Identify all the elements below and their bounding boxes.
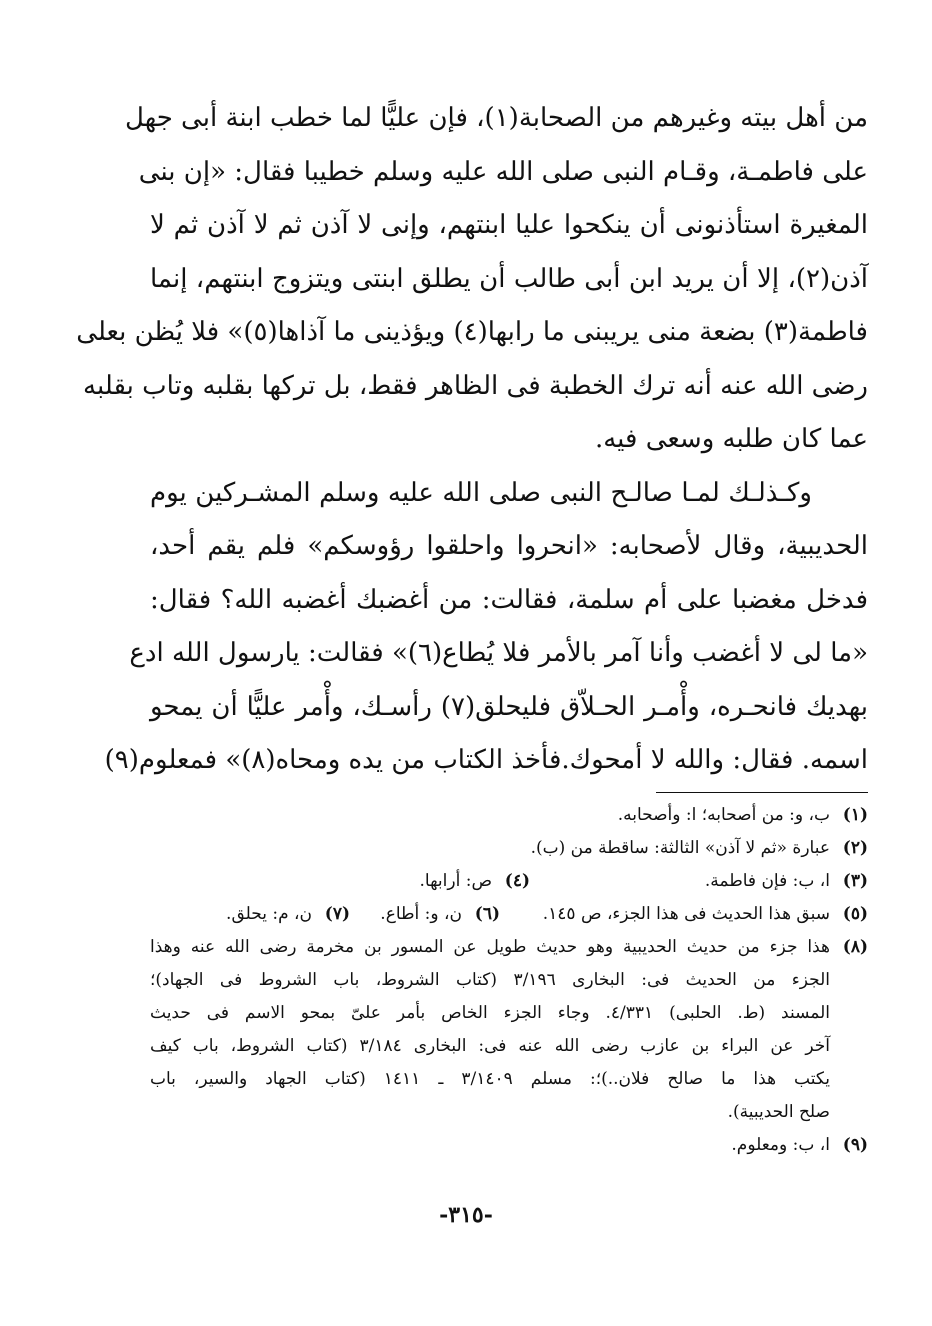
- footnote-text: ص: أرابها.: [419, 870, 492, 891]
- footnote-8-line: آخر عن البراء بن عازب رضى الله عنه فى: البخارى ٣/١٨٤ (كتاب الشروط، باب كيف: [150, 1035, 830, 1056]
- text-line: الحديبية، وقال لأصحابه: «انحروا واحلقوا رؤوسكم» فلم يقم أحد،: [150, 531, 868, 561]
- footnote-number: (١): [842, 804, 868, 825]
- footnote-text: سبق هذا الحديث فى هذا الجزء، ص ١٤٥.: [542, 903, 830, 924]
- footnote-3-4: [150, 865, 868, 898]
- text-line: آذن(٢)، إلا أن يريد ابن أبى طالب أن يطلق ابنتى ويتزوج ابنتهم، إنما: [150, 263, 868, 294]
- text-line: من أهل بيته وغيرهم من الصحابة(١)، فإن عليًّا لما خطب ابنة أبى جهل: [125, 103, 868, 133]
- footnote-text: ن، و: أطاع.: [380, 903, 462, 924]
- footnote-9: [150, 1129, 868, 1162]
- page-number: -٣١٥-: [439, 1202, 493, 1228]
- text-line: رضى الله عنه أنه ترك الخطبة فى الظاهر فقط، بل تركها بقلبه وتاب بقلبه: [83, 370, 868, 401]
- footnote-8-line: الجزء من الحديث فى: البخارى ٣/١٩٦ (كتاب الشروط، باب الشروط فى الجهاد)؛: [150, 969, 831, 990]
- footnote-number: (٨): [842, 936, 868, 957]
- text-line: المغيرة استأذنونى أن ينكحوا عليا ابنتهم، وإنى لا آذن ثم لا آذن ثم لا: [150, 210, 868, 240]
- text-line: وكـذلـك لمـا صالـح النبى صلى الله عليه وسلم المشـركين يوم: [150, 477, 812, 508]
- main-text: [76, 92, 868, 788]
- footnote-number: (٣): [842, 870, 868, 891]
- text-line: «ما لى لا أغضب وأنا آمر بالأمر فلا يُطاع(٦)» فقالت: يارسول الله ادع: [129, 638, 868, 668]
- footnote-text: هذا جزء من حديث الحديبية وهو حديث طويل عن المسور بن مخرمة رضى الله عنه وهذا: [150, 936, 830, 957]
- footnote-number: (٩): [842, 1134, 868, 1155]
- text-line: عما كان طلبه وسعى فيه.: [594, 424, 868, 454]
- footnote-1: [150, 799, 868, 832]
- footnote-number: (٧): [324, 903, 350, 924]
- footnote-2: [150, 832, 868, 865]
- text-line: على فاطمـة، وقـام النبى صلى الله عليه وسلم خطيبا فقال: «إن بنى: [138, 156, 868, 187]
- footnote-8-line: يكتب هذا ما صالح فلان..)؛: مسلم ٣/١٤٠٩ ـ ١٤١١ (كتاب الجهاد والسير، باب: [150, 1068, 830, 1089]
- text-line: فدخل مغضبا على أم سلمة، فقالت: من أغضبك أغضبه الله؟ فقال:: [150, 584, 868, 615]
- text-line: بهديك فانحـره، وأْمـر الحـلاّق فليحلق(٧) رأسـك، وأْمر عليًّا أن يمحو: [150, 691, 868, 722]
- footnote-text: ن، م: يحلق.: [226, 903, 312, 924]
- footnote-number: (٦): [474, 903, 500, 924]
- text-line: فاطمة(٣) بضعة منى يريبنى ما رابها(٤) ويؤذينى ما آذاها(٥)» فلا يُظن بعلى: [76, 317, 868, 347]
- footnote-text: ا، ب: ومعلوم.: [731, 1134, 830, 1155]
- footnote-divider: [656, 792, 868, 793]
- footnote-text: ب، و: من أصحابه؛ ا: وأصحابه.: [617, 804, 830, 825]
- footnote-8-line: المسند (ط. الحلبى) ٤/٣٣١. وجاء الجزء الخاص بأمر علىّ بمحو الاسم فى حديث: [150, 1002, 830, 1023]
- footnote-8: [150, 931, 868, 964]
- footnote-number: (٤): [504, 870, 530, 891]
- footnote-text: ا، ب: فإن فاطمة.: [704, 870, 830, 891]
- footnote-number: (٥): [842, 903, 868, 924]
- text-line: اسمه. فقال: والله لا أمحوك.فأخذ الكتاب من يده ومحاه(٨)» فمعلوم(٩): [104, 745, 868, 775]
- footnote-5-6-7: [150, 898, 868, 931]
- footnote-number: (٢): [842, 837, 868, 858]
- footnote-8-line: صلح الحديبية).: [727, 1101, 830, 1122]
- page-content: [76, 92, 868, 1162]
- footnote-text: عبارة «ثم لا آذن» الثالثة: ساقطة من (ب).: [530, 837, 830, 858]
- footnotes: [150, 799, 868, 1162]
